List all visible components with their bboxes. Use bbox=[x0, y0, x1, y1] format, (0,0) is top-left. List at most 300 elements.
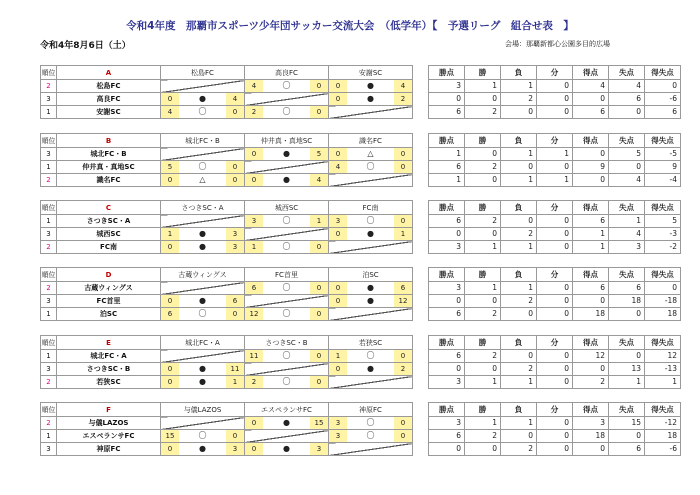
rank-value: 2 bbox=[41, 417, 57, 430]
stat-value: 2 bbox=[465, 161, 501, 174]
goals-against: 0 bbox=[226, 430, 244, 442]
group-a-results bbox=[40, 65, 413, 119]
goals-against: 1 bbox=[226, 376, 244, 388]
rank-value: 2 bbox=[41, 174, 57, 187]
stat-header: 得失点 bbox=[645, 134, 681, 148]
stat-value: 1 bbox=[465, 241, 501, 254]
stat-value: 6 bbox=[645, 106, 681, 119]
stat-header: 得点 bbox=[573, 66, 609, 80]
match-result bbox=[245, 215, 329, 228]
opponent-header: 泊SC bbox=[329, 268, 413, 282]
stats-header-row bbox=[429, 268, 681, 282]
group-b-standings bbox=[428, 133, 681, 187]
stat-value: 0 bbox=[609, 350, 645, 363]
stat-value: 1 bbox=[645, 376, 681, 389]
group-header-row bbox=[41, 201, 413, 215]
goals-for: 12 bbox=[245, 308, 263, 320]
stats-row bbox=[429, 161, 681, 174]
result-symbol: ● bbox=[199, 364, 206, 373]
result-symbol: △ bbox=[199, 175, 206, 184]
goals-against: 3 bbox=[226, 241, 244, 253]
diagonal-cell bbox=[245, 430, 329, 443]
match-result bbox=[329, 148, 413, 161]
group-letter: D bbox=[57, 268, 161, 282]
stat-value: 2 bbox=[501, 443, 537, 456]
team-name: エスペランサFC bbox=[57, 430, 161, 443]
stat-header: 勝 bbox=[465, 201, 501, 215]
team-name: 仲井真・真地SC bbox=[57, 161, 161, 174]
stat-value: 0 bbox=[537, 228, 573, 241]
rank-value: 3 bbox=[41, 363, 57, 376]
rank-value: 1 bbox=[41, 215, 57, 228]
result-symbol: △ bbox=[367, 149, 374, 158]
stat-header: 分 bbox=[537, 134, 573, 148]
stat-value: 0 bbox=[537, 417, 573, 430]
goals-against: 0 bbox=[310, 80, 328, 92]
diagonal-cell bbox=[245, 295, 329, 308]
diagonal-cell bbox=[329, 174, 413, 187]
stat-value: 4 bbox=[609, 174, 645, 187]
group-letter: B bbox=[57, 134, 161, 148]
stat-value: 4 bbox=[609, 228, 645, 241]
result-symbol: ● bbox=[283, 444, 290, 453]
goals-against: 3 bbox=[226, 228, 244, 240]
rank-value: 3 bbox=[41, 295, 57, 308]
goals-for: 0 bbox=[161, 443, 179, 455]
stat-value: 6 bbox=[429, 308, 465, 321]
group-b-results bbox=[40, 133, 413, 187]
match-result bbox=[161, 308, 245, 321]
stat-header: 分 bbox=[537, 201, 573, 215]
stat-value: 18 bbox=[573, 308, 609, 321]
stat-header: 失点 bbox=[609, 336, 645, 350]
goals-for: 0 bbox=[329, 282, 347, 294]
match-result bbox=[245, 417, 329, 430]
match-result bbox=[329, 350, 413, 363]
result-symbol: 〇 bbox=[198, 107, 207, 116]
stat-value: 12 bbox=[573, 350, 609, 363]
rank-value: 2 bbox=[41, 241, 57, 254]
stat-value: 1 bbox=[501, 417, 537, 430]
result-symbol: 〇 bbox=[366, 162, 375, 171]
table-row bbox=[41, 93, 413, 106]
goals-for: 0 bbox=[161, 363, 179, 375]
stat-value: 3 bbox=[429, 376, 465, 389]
stat-header: 負 bbox=[501, 201, 537, 215]
stat-header: 勝 bbox=[465, 134, 501, 148]
goals-against: 0 bbox=[394, 350, 412, 362]
match-result bbox=[245, 443, 329, 456]
stats-row bbox=[429, 174, 681, 187]
stat-header: 分 bbox=[537, 66, 573, 80]
result-symbol: 〇 bbox=[282, 242, 291, 251]
stat-value: 0 bbox=[609, 308, 645, 321]
stat-header: 失点 bbox=[609, 268, 645, 282]
goals-against: 0 bbox=[310, 350, 328, 362]
goals-for: 4 bbox=[329, 161, 347, 173]
goals-against: 6 bbox=[394, 282, 412, 294]
stat-value: 12 bbox=[645, 350, 681, 363]
stat-header: 勝点 bbox=[429, 201, 465, 215]
stat-value: 3 bbox=[429, 241, 465, 254]
stat-header: 勝点 bbox=[429, 134, 465, 148]
group-f-standings bbox=[428, 402, 681, 456]
stat-value: 1 bbox=[501, 241, 537, 254]
stat-header: 得失点 bbox=[645, 403, 681, 417]
result-symbol: 〇 bbox=[282, 283, 291, 292]
opponent-header: 城北FC・A bbox=[161, 336, 245, 350]
stat-value: 0 bbox=[465, 295, 501, 308]
stat-value: 9 bbox=[573, 161, 609, 174]
goals-against: 1 bbox=[394, 228, 412, 240]
goals-for: 0 bbox=[245, 174, 263, 186]
stat-header: 得失点 bbox=[645, 66, 681, 80]
stat-value: 3 bbox=[609, 241, 645, 254]
result-symbol: 〇 bbox=[198, 431, 207, 440]
rank-value: 2 bbox=[41, 80, 57, 93]
rank-header: 順位 bbox=[41, 336, 57, 350]
venue-label: 会場：那覇新都心公園多目的広場 bbox=[505, 40, 610, 48]
stats-row bbox=[429, 93, 681, 106]
result-symbol: ● bbox=[367, 229, 374, 238]
rank-header: 順位 bbox=[41, 66, 57, 80]
rank-value: 1 bbox=[41, 308, 57, 321]
stat-value: 2 bbox=[501, 295, 537, 308]
stat-header: 分 bbox=[537, 403, 573, 417]
table-row bbox=[41, 161, 413, 174]
stat-value: 5 bbox=[645, 215, 681, 228]
result-symbol: ● bbox=[199, 229, 206, 238]
stat-value: 0 bbox=[537, 161, 573, 174]
stat-value: 0 bbox=[501, 350, 537, 363]
match-result bbox=[245, 80, 329, 93]
goals-against: 1 bbox=[310, 215, 328, 227]
stat-value: 0 bbox=[537, 215, 573, 228]
stat-header: 得点 bbox=[573, 201, 609, 215]
table-row bbox=[41, 228, 413, 241]
match-result bbox=[245, 241, 329, 254]
stat-value: 1 bbox=[537, 174, 573, 187]
result-symbol: 〇 bbox=[366, 216, 375, 225]
goals-for: 0 bbox=[329, 148, 347, 160]
goals-against: 0 bbox=[226, 161, 244, 173]
opponent-header: 高良FC bbox=[245, 66, 329, 80]
group-c-results bbox=[40, 200, 413, 254]
stat-value: 0 bbox=[537, 363, 573, 376]
goals-against: 0 bbox=[394, 148, 412, 160]
match-result bbox=[245, 174, 329, 187]
stat-value: 6 bbox=[429, 430, 465, 443]
group-letter: E bbox=[57, 336, 161, 350]
stat-value: 0 bbox=[537, 295, 573, 308]
table-row bbox=[41, 417, 413, 430]
goals-for: 0 bbox=[329, 295, 347, 307]
stat-value: 1 bbox=[465, 282, 501, 295]
stats-row bbox=[429, 282, 681, 295]
goals-for: 0 bbox=[245, 148, 263, 160]
team-name: FC首里 bbox=[57, 295, 161, 308]
goals-against: 0 bbox=[226, 106, 244, 118]
team-name: 古蔵ウィングス bbox=[57, 282, 161, 295]
goals-against: 4 bbox=[226, 93, 244, 105]
stat-value: 6 bbox=[573, 106, 609, 119]
stat-value: 0 bbox=[465, 363, 501, 376]
result-symbol: ● bbox=[367, 364, 374, 373]
stat-value: 2 bbox=[465, 215, 501, 228]
team-name: 城北FC・B bbox=[57, 148, 161, 161]
result-symbol: ● bbox=[367, 296, 374, 305]
stat-value: 2 bbox=[501, 228, 537, 241]
diagonal-cell bbox=[245, 363, 329, 376]
goals-for: 0 bbox=[329, 363, 347, 375]
goals-against: 4 bbox=[310, 174, 328, 186]
goals-against: 0 bbox=[310, 308, 328, 320]
table-row bbox=[41, 215, 413, 228]
stats-row bbox=[429, 295, 681, 308]
stat-value: 1 bbox=[429, 148, 465, 161]
stat-value: 6 bbox=[609, 443, 645, 456]
stat-value: 0 bbox=[645, 282, 681, 295]
table-row bbox=[41, 430, 413, 443]
result-symbol: ● bbox=[199, 94, 206, 103]
stat-value: 0 bbox=[537, 106, 573, 119]
result-symbol: ● bbox=[367, 94, 374, 103]
goals-against: 0 bbox=[394, 430, 412, 442]
goals-for: 5 bbox=[161, 161, 179, 173]
stat-value: 0 bbox=[573, 93, 609, 106]
result-symbol: 〇 bbox=[366, 431, 375, 440]
stat-value: 1 bbox=[501, 174, 537, 187]
table-row bbox=[41, 282, 413, 295]
opponent-header: 識名FC bbox=[329, 134, 413, 148]
stat-value: 0 bbox=[573, 174, 609, 187]
stat-value: 6 bbox=[429, 106, 465, 119]
stat-header: 得点 bbox=[573, 134, 609, 148]
result-symbol: ● bbox=[199, 242, 206, 251]
stat-header: 勝点 bbox=[429, 66, 465, 80]
goals-for: 3 bbox=[245, 215, 263, 227]
group-header-row bbox=[41, 134, 413, 148]
team-name: 神原FC bbox=[57, 443, 161, 456]
stats-row bbox=[429, 106, 681, 119]
match-date: 令和4年8月6日（土） bbox=[40, 41, 131, 51]
stat-value: 1 bbox=[573, 228, 609, 241]
opponent-header: 松島FC bbox=[161, 66, 245, 80]
goals-against: 0 bbox=[310, 282, 328, 294]
diagonal-cell bbox=[161, 282, 245, 295]
match-result bbox=[245, 308, 329, 321]
goals-for: 6 bbox=[245, 282, 263, 294]
stat-header: 勝点 bbox=[429, 403, 465, 417]
stat-header: 負 bbox=[501, 403, 537, 417]
stat-header: 失点 bbox=[609, 134, 645, 148]
stat-value: 0 bbox=[609, 430, 645, 443]
group-header-row bbox=[41, 268, 413, 282]
stat-value: 0 bbox=[609, 106, 645, 119]
stat-value: 2 bbox=[465, 106, 501, 119]
stat-value: 0 bbox=[465, 174, 501, 187]
result-symbol: 〇 bbox=[282, 309, 291, 318]
rank-value: 2 bbox=[41, 282, 57, 295]
result-symbol: ● bbox=[283, 149, 290, 158]
stat-header: 勝点 bbox=[429, 268, 465, 282]
stat-value: 0 bbox=[537, 376, 573, 389]
stat-header: 分 bbox=[537, 268, 573, 282]
goals-against: 15 bbox=[310, 417, 328, 429]
stat-value: 1 bbox=[501, 282, 537, 295]
stat-header: 失点 bbox=[609, 403, 645, 417]
stat-value: 0 bbox=[537, 241, 573, 254]
stat-header: 負 bbox=[501, 268, 537, 282]
group-header-row bbox=[41, 336, 413, 350]
goals-against: 2 bbox=[394, 93, 412, 105]
stat-value: 18 bbox=[609, 295, 645, 308]
match-result bbox=[161, 106, 245, 119]
stats-row bbox=[429, 228, 681, 241]
match-result bbox=[161, 174, 245, 187]
stat-value: 1 bbox=[609, 376, 645, 389]
result-symbol: ● bbox=[367, 283, 374, 292]
opponent-header: FC南 bbox=[329, 201, 413, 215]
stat-header: 勝 bbox=[465, 66, 501, 80]
opponent-header: 仲井真・真地SC bbox=[245, 134, 329, 148]
group-letter: C bbox=[57, 201, 161, 215]
stat-value: 18 bbox=[645, 308, 681, 321]
team-name: 識名FC bbox=[57, 174, 161, 187]
goals-for: 3 bbox=[329, 215, 347, 227]
stat-value: 5 bbox=[609, 148, 645, 161]
stat-header: 失点 bbox=[609, 66, 645, 80]
diagonal-cell bbox=[161, 215, 245, 228]
goals-against: 3 bbox=[226, 443, 244, 455]
page-title: 令和4年度 那覇市スポーツ少年団サッカー交流大会 （低学年）【 予選リーグ 組合せ表 】 bbox=[126, 20, 574, 32]
match-result bbox=[329, 80, 413, 93]
rank-header: 順位 bbox=[41, 268, 57, 282]
stat-value: 1 bbox=[501, 148, 537, 161]
stat-header: 得失点 bbox=[645, 268, 681, 282]
stat-value: 0 bbox=[609, 161, 645, 174]
stat-value: 2 bbox=[501, 363, 537, 376]
goals-for: 0 bbox=[161, 93, 179, 105]
stat-header: 得点 bbox=[573, 268, 609, 282]
team-name: 城北FC・A bbox=[57, 350, 161, 363]
goals-against: 2 bbox=[394, 363, 412, 375]
match-result bbox=[161, 295, 245, 308]
goals-against: 0 bbox=[394, 215, 412, 227]
stat-value: 0 bbox=[501, 430, 537, 443]
stat-value: 4 bbox=[609, 80, 645, 93]
stat-value: 18 bbox=[573, 430, 609, 443]
match-result bbox=[329, 282, 413, 295]
stat-value: 0 bbox=[465, 443, 501, 456]
stat-header: 得点 bbox=[573, 336, 609, 350]
diagonal-cell bbox=[329, 106, 413, 119]
stat-header: 負 bbox=[501, 66, 537, 80]
stat-value: 0 bbox=[573, 295, 609, 308]
stat-value: 13 bbox=[609, 363, 645, 376]
stat-value: 1 bbox=[465, 80, 501, 93]
rank-header: 順位 bbox=[41, 201, 57, 215]
diagonal-cell bbox=[329, 443, 413, 456]
result-symbol: 〇 bbox=[282, 107, 291, 116]
goals-against: 6 bbox=[226, 295, 244, 307]
result-symbol: ● bbox=[199, 444, 206, 453]
rank-header: 順位 bbox=[41, 134, 57, 148]
result-symbol: 〇 bbox=[282, 351, 291, 360]
goals-against: 3 bbox=[310, 443, 328, 455]
diagonal-cell bbox=[329, 376, 413, 389]
diagonal-cell bbox=[161, 417, 245, 430]
rank-header: 順位 bbox=[41, 403, 57, 417]
stats-row bbox=[429, 363, 681, 376]
table-row bbox=[41, 174, 413, 187]
opponent-header: 安謝SC bbox=[329, 66, 413, 80]
stat-value: 0 bbox=[501, 161, 537, 174]
goals-for: 6 bbox=[161, 308, 179, 320]
group-f-results bbox=[40, 402, 413, 456]
stat-value: 0 bbox=[573, 148, 609, 161]
stat-value: 1 bbox=[501, 376, 537, 389]
result-symbol: ● bbox=[199, 296, 206, 305]
diagonal-cell bbox=[329, 241, 413, 254]
group-letter: F bbox=[57, 403, 161, 417]
stat-value: 6 bbox=[429, 161, 465, 174]
match-result bbox=[329, 430, 413, 443]
goals-for: 1 bbox=[329, 350, 347, 362]
opponent-header: 城西SC bbox=[245, 201, 329, 215]
match-result bbox=[161, 241, 245, 254]
team-name: 若狭SC bbox=[57, 376, 161, 389]
stat-value: 0 bbox=[537, 93, 573, 106]
stat-value: 1 bbox=[465, 417, 501, 430]
group-e-results bbox=[40, 335, 413, 389]
match-result bbox=[161, 443, 245, 456]
stat-value: 0 bbox=[537, 443, 573, 456]
goals-for: 1 bbox=[161, 228, 179, 240]
group-d-results bbox=[40, 267, 413, 321]
goals-for: 4 bbox=[245, 80, 263, 92]
stat-value: 2 bbox=[465, 350, 501, 363]
stat-header: 失点 bbox=[609, 201, 645, 215]
match-result bbox=[329, 215, 413, 228]
team-name: さつきSC・B bbox=[57, 363, 161, 376]
diagonal-cell bbox=[161, 80, 245, 93]
goals-for: 3 bbox=[329, 430, 347, 442]
group-letter: A bbox=[57, 66, 161, 80]
team-name: 与儀LAZOS bbox=[57, 417, 161, 430]
team-name: FC南 bbox=[57, 241, 161, 254]
stats-row bbox=[429, 417, 681, 430]
match-result bbox=[161, 228, 245, 241]
stat-value: 0 bbox=[429, 295, 465, 308]
table-row bbox=[41, 376, 413, 389]
match-result bbox=[245, 282, 329, 295]
stat-value: 3 bbox=[429, 80, 465, 93]
stats-row bbox=[429, 148, 681, 161]
match-result bbox=[329, 363, 413, 376]
stat-value: 1 bbox=[501, 80, 537, 93]
result-symbol: ● bbox=[367, 81, 374, 90]
stat-value: 1 bbox=[429, 174, 465, 187]
result-symbol: 〇 bbox=[366, 418, 375, 427]
goals-against: 0 bbox=[226, 308, 244, 320]
stat-value: 2 bbox=[465, 308, 501, 321]
stat-value: 0 bbox=[537, 350, 573, 363]
result-symbol: ● bbox=[199, 377, 206, 386]
match-result bbox=[161, 363, 245, 376]
team-name: 松島FC bbox=[57, 80, 161, 93]
stats-row bbox=[429, 215, 681, 228]
